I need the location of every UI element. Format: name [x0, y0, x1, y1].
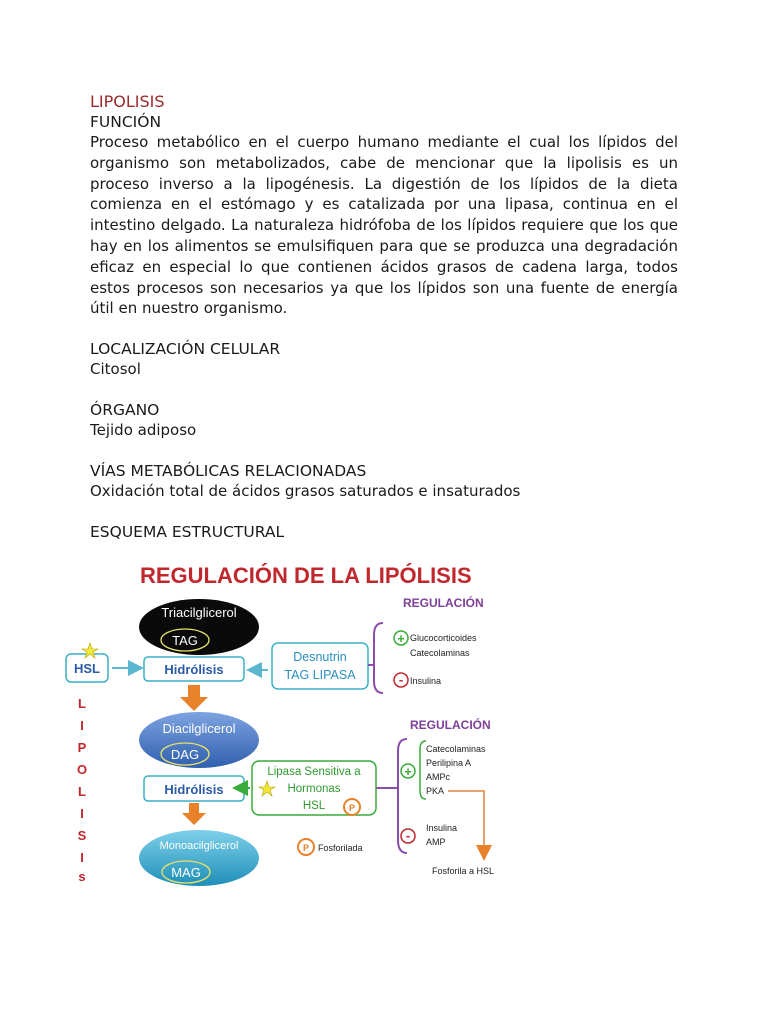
- vertical-letter: P: [77, 740, 87, 755]
- reg1-minus-item: Insulina: [410, 676, 442, 686]
- regulacion-label-2: REGULACIÓN: [410, 718, 491, 732]
- plus-sign-1: +: [397, 631, 405, 646]
- vias-text: Oxidación total de ácidos grasos saturados e insaturados: [90, 481, 521, 500]
- vertical-letter: I: [80, 806, 84, 821]
- localizacion-text: Citosol: [90, 360, 141, 379]
- minus-sign-1: -: [398, 672, 404, 687]
- arrow-dag-to-mag: [182, 803, 206, 825]
- vertical-letter: s: [78, 869, 86, 884]
- minus-sign-2: -: [405, 828, 411, 843]
- dag-name: Diacilglicerol: [162, 721, 236, 736]
- esquema-heading: ESQUEMA ESTRUCTURAL: [90, 522, 285, 541]
- fosforila-hsl-label: Fosforila a HSL: [432, 866, 495, 876]
- document-body: [90, 92, 678, 542]
- tag-abbr: TAG: [172, 633, 198, 648]
- vertical-letter: O: [76, 762, 88, 777]
- reg2-minus-item-2: AMP: [426, 837, 446, 847]
- lipasa-line-2: Hormonas: [287, 783, 341, 795]
- mag-name: Monoacilglicerol: [159, 840, 239, 852]
- diagram-title: REGULACIÓN DE LA LIPÓLISIS: [140, 563, 472, 588]
- regulacion-label-1: REGULACIÓN: [403, 596, 484, 610]
- phosphate-symbol-2: P: [302, 843, 310, 853]
- plus-sign-2: +: [404, 764, 412, 779]
- tag-name: Triacilglicerol: [161, 605, 237, 620]
- document-title: LIPOLISIS: [90, 92, 165, 111]
- dag-abbr: DAG: [170, 747, 200, 762]
- mag-abbr: MAG: [171, 865, 201, 880]
- hidrolisis-label-2: Hidrólisis: [164, 782, 224, 797]
- organo-text: Tejido adiposo: [90, 420, 197, 439]
- reg1-plus-item-1: Glucocorticoides: [410, 633, 477, 643]
- lipolisis-vertical-label: [77, 696, 87, 884]
- lipasa-line-3: HSL: [302, 800, 326, 812]
- lipasa-line-1: Lipasa Sensitiva a: [267, 766, 361, 778]
- vertical-letter: I: [80, 850, 84, 865]
- reg2-plus-item-4: PKA: [426, 786, 445, 796]
- hidrolisis-label-1: Hidrólisis: [164, 662, 224, 677]
- regulation-bracket-1: [374, 623, 383, 693]
- vertical-letter: L: [78, 696, 86, 711]
- reg2-minus-item-1: Insulina: [426, 823, 458, 833]
- vertical-letter: I: [80, 718, 84, 733]
- localizacion-heading: LOCALIZACIÓN CELULAR: [90, 340, 281, 359]
- lipolysis-regulation-diagram: [60, 555, 520, 895]
- hsl-label: HSL: [74, 661, 100, 676]
- funcion-heading: FUNCIÓN: [90, 113, 162, 131]
- organo-heading: ÓRGANO: [90, 400, 160, 419]
- fosforilada-label: Fosforilada: [318, 843, 363, 853]
- desnutrin-label: Desnutrin: [293, 650, 347, 664]
- reg1-plus-item-2: Catecolaminas: [410, 648, 470, 658]
- desnutrin-sublabel: TAG LIPASA: [284, 668, 356, 682]
- reg2-plus-item-3: AMPc: [426, 772, 451, 782]
- vertical-letter: L: [78, 784, 86, 799]
- reg2-plus-item-2: Perilipina A: [426, 758, 472, 768]
- phosphate-symbol-1: P: [348, 803, 356, 813]
- arrow-tag-to-dag: [180, 685, 208, 711]
- vertical-letter: S: [77, 828, 87, 843]
- reg2-plus-item-1: Catecolaminas: [426, 744, 486, 754]
- funcion-paragraph: Proceso metabólico en el cuerpo humano mediante el cual los lípidos del organismo son metabolizados, cabe de mencionar que la lipolisis es un proceso inverso a la lipogénesis. La digestión de los lípidos de la dieta comienza en el estómago y es catalizada por una lipasa, continua en el intestino delgado. La naturaleza hidrófoba de los lípidos requiere que los que hay en los alimentos se emulsifiquen para que se produzca una degradación eficaz en especial lo que contienen ácidos grasos de cadena larga, todos estos procesos son necesarios ya que los lípidos son una fuente de energía útil en nuestro organismo.: [90, 133, 678, 318]
- vias-heading: VÍAS METABÓLICAS RELACIONADAS: [90, 461, 367, 480]
